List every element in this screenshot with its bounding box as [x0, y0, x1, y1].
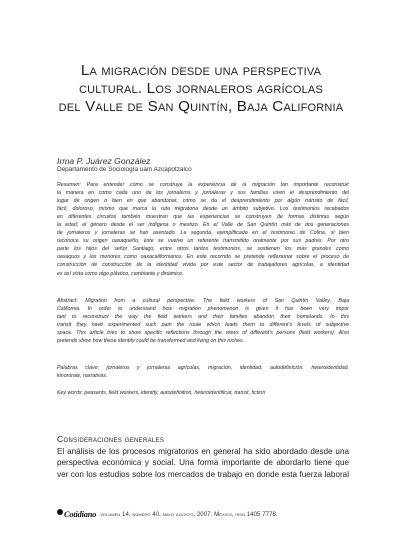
abstract-line: space. This article tries to show specific reflections through the views of different's persons (field workers). Also [57, 330, 349, 337]
author-name: Irma P. Juárez González [57, 156, 151, 166]
abstract-line: California. In order to understand how migration phenomenon is given it has been very impor [57, 306, 349, 313]
journal-logo [57, 508, 96, 520]
resumen-line: construcción de construcción de la identidad vivida por este sector de trabajadores agrícolas, a identidad [57, 262, 349, 269]
logo-dot-icon [57, 509, 63, 515]
resumen-block [57, 181, 349, 278]
resumen-line: parte los hijos del señor Santiago, entre otros tantos testimonios, se sostienen los más grandes como [57, 246, 349, 253]
resumen-line: es así vista como algo plástico, cambiante y dinámico. [57, 270, 184, 277]
body-line: El análisis de los procesos migratorios en general ha sido abordado desde una [57, 447, 349, 456]
author-affiliation: Departamento de Sociología uam Azcapotzalco [57, 166, 192, 173]
resumen-line: fácil, doloroso, mismo que marca la ruta migratoria desde un ámbito subjetivo. Los testimonios recabados [57, 206, 349, 213]
resumen-line: en diferentes circuitos también muestran que las experiencias se construyen de formas distintas según [57, 214, 349, 221]
section-heading: Consideraciones generales [57, 434, 165, 444]
title-line: La migración desde una perspectiva [80, 62, 322, 79]
body-line: ver con los estudios sobre los mercados de trabajo en donde esta fuerza laboral [57, 469, 349, 479]
body-line: perspectiva económica y social. Una forma importante de abordarlo tiene que [57, 458, 349, 468]
palabras-clave-line: kinororale, narrativas. [57, 373, 108, 380]
resumen-line: reconoce su origen oaxaqueño, éste se vuelve un referente transmitido oralmente por sus padres. Por otro [57, 238, 349, 245]
article-title [40, 62, 362, 117]
resumen-line: de jornaleros y jornaleras se han asentado. La segunda, ejemplificada en el testimonio de Colina, si bien [57, 230, 349, 237]
resumen-line: la edad, el género desde el ser indígena o mestizo. En el Valle de San Quintín más de dos generaciones [57, 222, 349, 229]
resumen-line: Resumen: Para entender cómo se construye la experiencia de la migración tan importante reconstruir [57, 182, 349, 188]
abstract-line: tant to reconstruct the way the field workers and their families abandon their homelands. In this [57, 314, 349, 321]
resumen-line: oaxaquos y los menores como oaxacalifornianos. En este recorrido se pretende reflexionar sobre el proceso de [57, 254, 349, 261]
journal-logo-text: Cotidiano [64, 509, 97, 519]
palabras-clave-block [57, 364, 349, 380]
abstract-line: transit they have experimented such pain the route which leads them to different's levels of subjective [57, 322, 349, 329]
abstract-block [57, 297, 349, 345]
page-footer [57, 507, 349, 521]
body-text [57, 446, 349, 480]
title-line: del Valle de San Quintín, Baja California [58, 98, 344, 116]
abstract-line: pretends show how these identity could be transformed and living on this niches. [57, 338, 245, 345]
abstract-line: Abstract: Migration from a cultural perspective. The field workers of San Quintín Valley, Baja [57, 298, 349, 304]
keywords-line: Key words: peasants, field workers, identity, autodefinition, heteroidentificat, transit, fiction [57, 390, 266, 396]
keywords-block [57, 389, 349, 397]
title-line: cultural. Los jornaleros agrícolas [78, 80, 324, 98]
journal-citation: volumen 14, número 40, mayo agosto, 2007, México, issn 1405 7778. [100, 510, 278, 518]
resumen-line: la manera en como cada uno de los jornaleros y jornaleras y sus familias viven el desprendimiento del [57, 190, 349, 197]
resumen-line: lugar de origen o bien en que abandonar, cómo se da el desprendimiento por algún tránsito de fácil, [57, 198, 349, 205]
palabras-clave-line: Palabras clave: jornaleros y jornaleras agrícolas, migración, identidad, autodefinición, heteroidentidad, [57, 365, 349, 371]
